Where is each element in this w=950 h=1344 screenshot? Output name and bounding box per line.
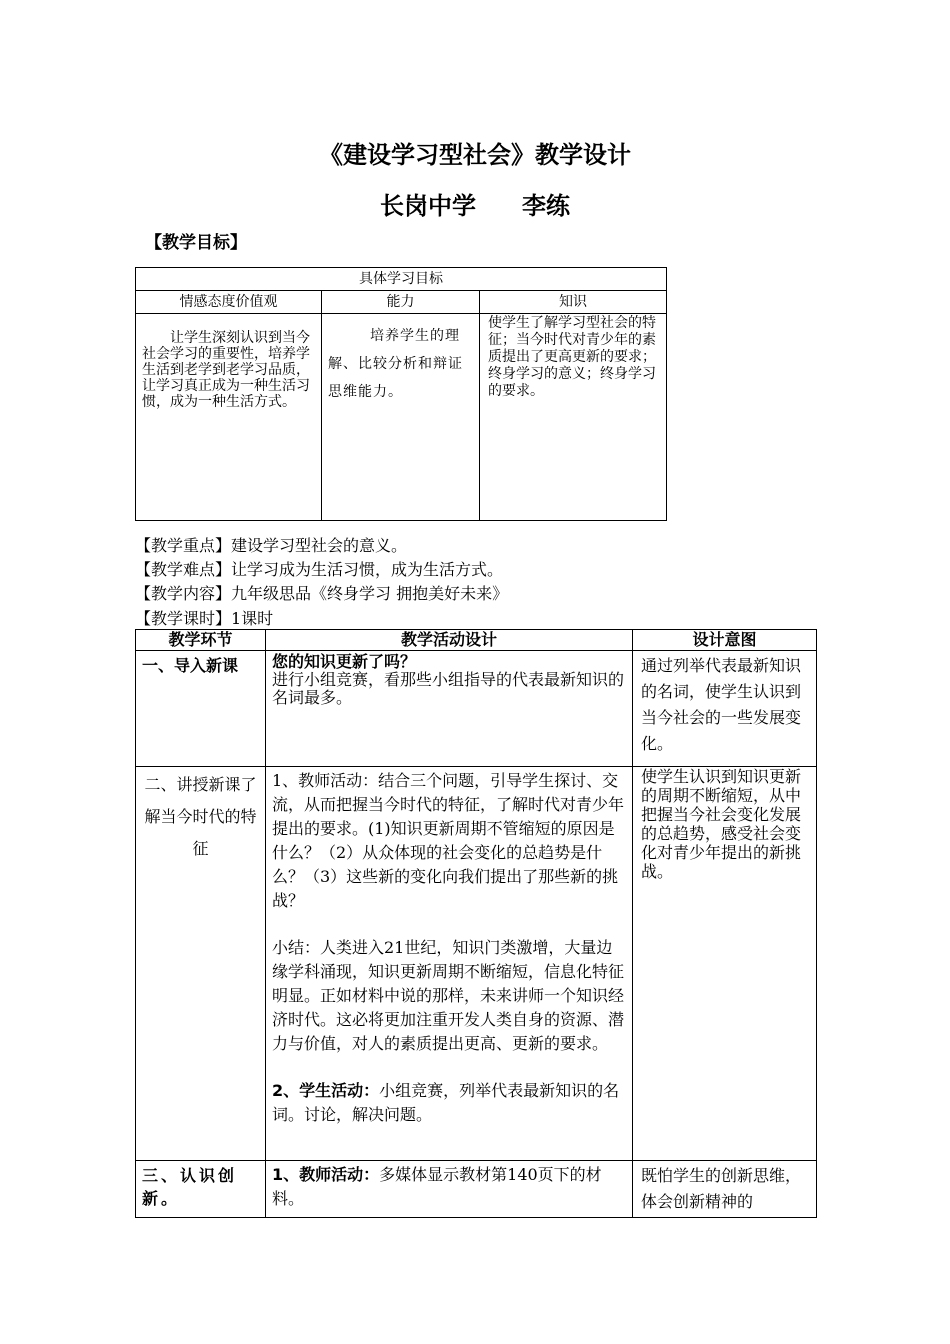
activity-new-lesson (266, 767, 633, 1161)
activity-student (272, 1079, 626, 1127)
activity-innovation-label: 1、教师活动： (272, 1165, 380, 1184)
header-stage: 教学环节 (136, 630, 266, 651)
stage-intro: 一、导入新课 (136, 651, 266, 767)
intent-innovation: 既怕学生的创新思维，体会创新精神的 (633, 1161, 817, 1218)
stage-innovation: 三、认识创新。 (136, 1161, 266, 1218)
header-intent: 设计意图 (633, 630, 817, 651)
header-knowledge: 知识 (480, 291, 667, 314)
activity-intro (266, 651, 633, 767)
lesson-table (135, 629, 817, 1218)
stage-new-lesson: 二、讲授新课了解当今时代的特征 (136, 767, 266, 1161)
header-attitude: 情感态度价值观 (136, 291, 322, 314)
header-ability: 能力 (322, 291, 480, 314)
objective-knowledge: 使学生了解学习型社会的特征；当今时代对青少年的素质提出了更高更新的要求；终身学习的意义；终身学习的要求。 (480, 314, 667, 521)
header-activity: 教学活动设计 (266, 630, 633, 651)
activity-summary-text: 小结：人类进入21世纪，知识门类激增，大量边缘学科涌现，知识更新周期不断缩短，信息化特征明显。正如材料中说的那样，未来讲师一个知识经济时代。这必将更加注重开发人类自身的资源、潜力与价值，对人的素质提出更高、更新的要求。 (272, 938, 625, 1053)
content-line: 【教学内容】九年级思品《终身学习 拥抱美好未来》 (135, 584, 509, 603)
activity-teacher-text: 1、教师活动：结合三个问题，引导学生探讨、交流，从而把握当今时代的特征，了解时代对青少年提出的要求。(1)知识更新周期不管缩短的原因是什么？（2）从众体现的社会变化的总趋势是什么？（3）这些新的变化向我们提出了那些新的挑战？ (272, 771, 625, 910)
intent-new-lesson: 使学生认识到知识更新的周期不断缩短，从中把握当今社会变化发展的总趋势，感受社会变化对青少年提出的新挑战。 (633, 767, 817, 1161)
key-point: 【教学重点】建设学习型社会的意义。 (135, 536, 408, 555)
activity-intro-text: 进行小组竞赛，看那些小组指导的代表最新知识的名词最多。 (272, 670, 625, 707)
difficult-point: 【教学难点】让学习成为生活习惯，成为生活方式。 (135, 560, 504, 579)
objectives-heading: 【教学目标】 (145, 233, 247, 253)
objective-ability: 培养学生的理解、比较分析和辩证思维能力。 (322, 314, 480, 521)
objectives-table (135, 267, 667, 521)
author-line (0, 186, 950, 221)
activity-intro-title: 您的知识更新了吗？ (272, 652, 417, 671)
activity-innovation-text: 多媒体显示教材第140页下的材料。 (272, 1165, 602, 1208)
intent-intro: 通过列举代表最新知识的名词，使学生认识到当今社会的一些发展变化。 (633, 651, 817, 767)
activity-student-text: 小组竞赛，列举代表最新知识的名词。讨论，解决问题。 (272, 1081, 620, 1124)
author-name: 李练 (522, 192, 570, 220)
activity-student-label: 2、学生活动： (272, 1081, 380, 1100)
objectives-caption: 具体学习目标 (136, 268, 667, 291)
school-name: 长岗中学 (380, 192, 476, 220)
objective-attitude: 让学生深刻认识到当今社会学习的重要性，培养学生活到老学到老学习品质，让学习真正成为一种生活习惯，成为一种生活方式。 (136, 314, 322, 521)
activity-innovation (266, 1161, 633, 1218)
document-title: 《建设学习型社会》教学设计 (319, 141, 631, 169)
class-hours: 【教学课时】1课时 (135, 609, 274, 628)
